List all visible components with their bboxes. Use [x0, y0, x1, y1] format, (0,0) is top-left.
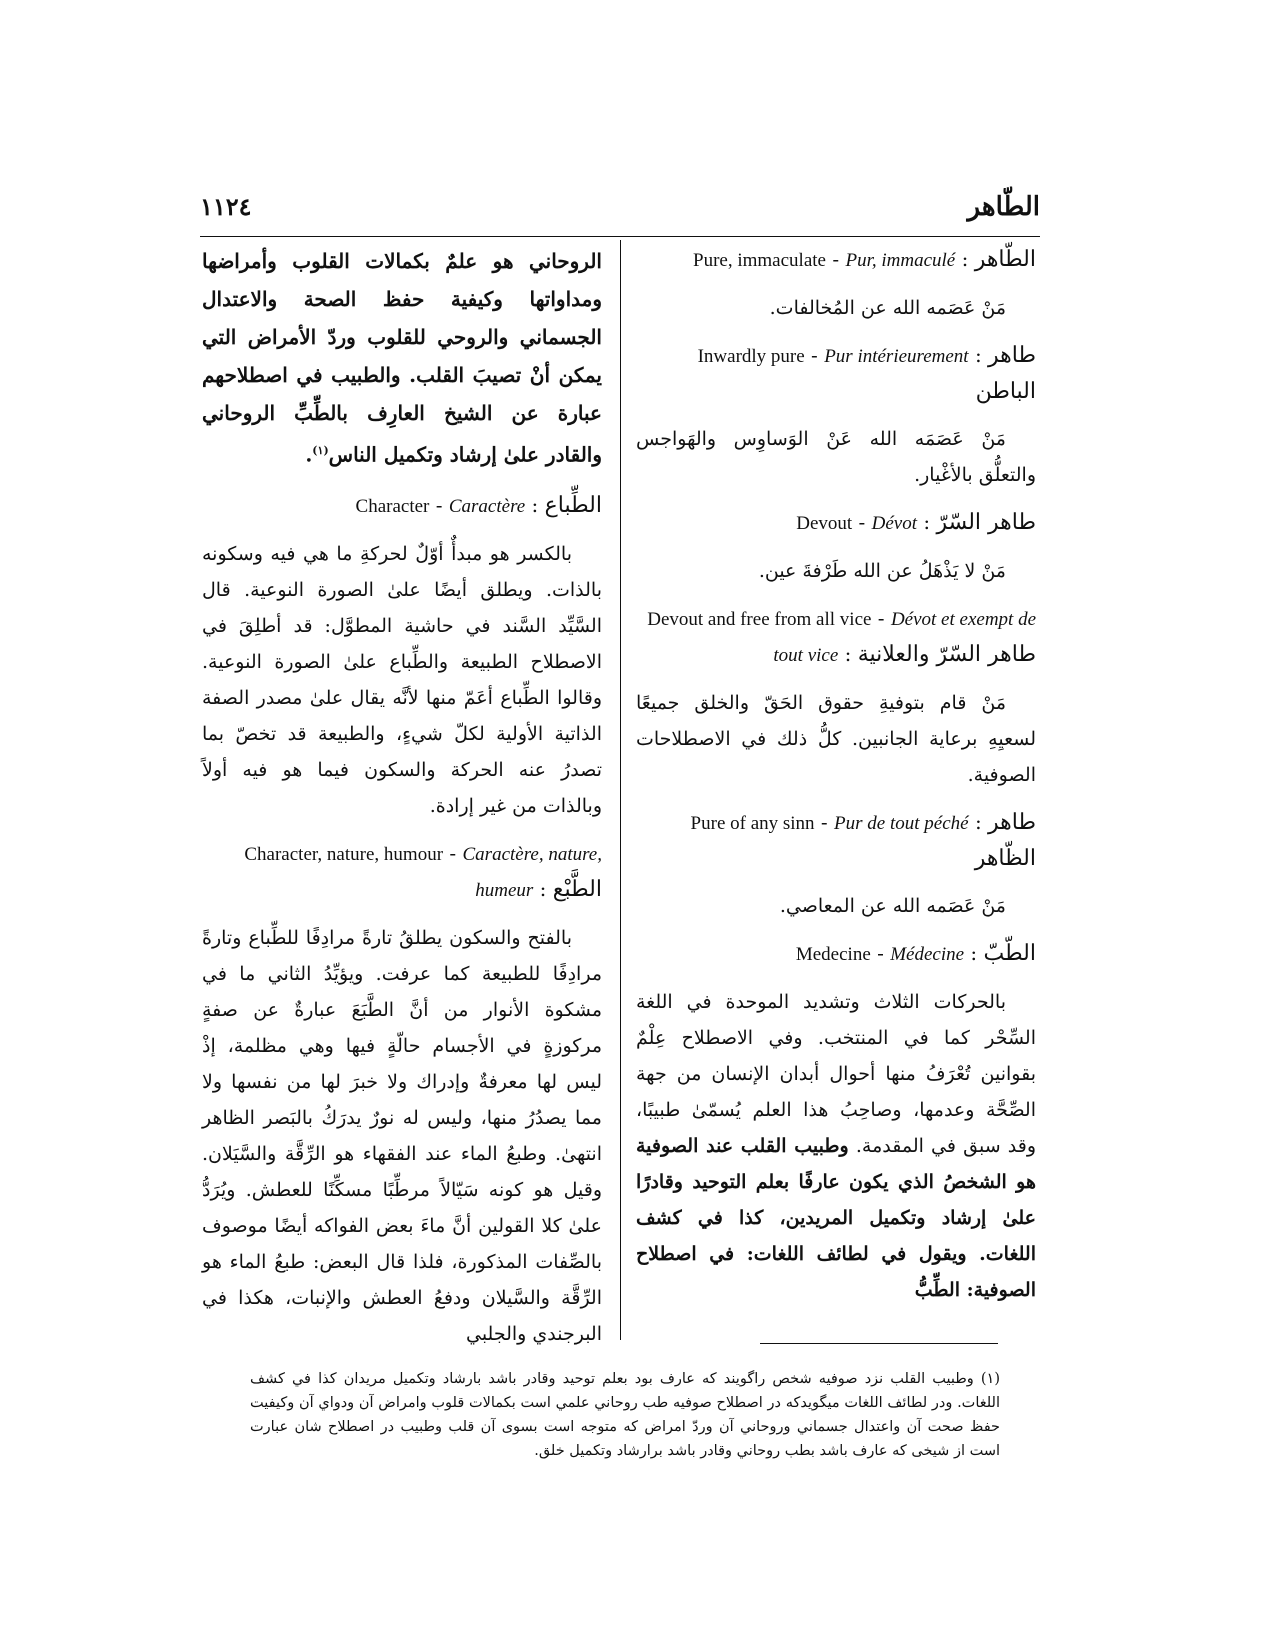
entry-definition: بالفتح والسكون يطلقُ تارةً مرادِفًا للطِّباع وتارةً مرادِفًا للطبيعة كما عرفت. ويؤيِّدُ الثاني ما في مشكوة الأنوار من أنَّ الطَّبَعَ عبارةٌ عن صفةٍ مركوزةٍ في الأجسام حالّةٍ فيها وهي مظلمة، إذْ ليس لها معرفةٌ وإدراك ولا خبرَ لها من نفسها ولا مما يصدُرُ منها، وليس له نورٌ يدرَكُ بالبَصر الظاهر انتهىٰ. وطبعُ الماء عند الفقهاء هو الرِّقَّة والسَّيَلان. وقيل هو كونه سَيّالاً مرطِّبًا مسكِّنًا للعطش. ويُرَدُّ علىٰ كلا القولين أنَّ ماءَ بعض الفواكه أيضًا موصوف بالصِّفات المذكورة، فلذا قال البعض: طبعُ الماء هو الرِّقَّة والسَّيلان ودفعُ العطش والإنبات، هكذا في البرجندي والجلبي [202, 926, 602, 1345]
entry-french: Dévot et exempt de tout vice [773, 609, 1036, 666]
entry-headword: Character, nature, humour - Caractère, nature, humeur : الطَّبْع [244, 840, 602, 902]
entry-french: Caractère [448, 495, 526, 517]
left-column [202, 242, 602, 1364]
entry-french: Dévot [871, 513, 918, 534]
header-rule [200, 236, 1040, 237]
running-head-word: الطّاهر [967, 192, 1040, 222]
entry-arabic: الطّاهر [974, 247, 1036, 272]
footnote-marker: (١) [312, 444, 329, 457]
entry-french: Pur de tout péché [834, 813, 969, 834]
footnote-rule [760, 1343, 998, 1344]
entry-definition: مَنْ قام بتوفيةِ حقوق الحَقّ والخلق جميعًا لسعيِهِ برعاية الجانبين. كلُّ ذلك في الاصطلاحات الصوفية. [636, 692, 1036, 786]
entry-definition: مَنْ عَصَمَه الله عَنْ الوَساوِس والهَواجس والتعلُّق بالأغْيار. [636, 428, 1036, 486]
entry-arabic: الطِّباع [544, 492, 602, 518]
entry-headword: Inwardly pure - Pur intérieurement : طاهر الباطن [697, 343, 1036, 404]
entry-arabic: طاهر الظّاهر [974, 810, 1036, 871]
entry-french: Médecine [890, 944, 965, 965]
continued-text: الروحاني هو علمٌ بكمالات القلوب وأمراضها ومداواتها وكيفية حفظ الصحة والاعتدال الجسماني والروحي للقلوب وردّ الأمراض التي يمكن أنْ تصيبَ القلب. والطبيب في اصطلاحهم عبارة عن الشيخ العارِف بالطِّبِّ الروحاني والقادر علىٰ إرشاد وتكميل الناس [202, 249, 602, 467]
entry-english: Devout and free from all vice [647, 609, 872, 630]
column-divider [620, 240, 621, 1340]
entry-arabic: طاهر السّرّ [936, 510, 1036, 535]
running-head [200, 192, 1040, 232]
entry-definition: مَنْ عَصَمه الله عن المعاصي. [779, 895, 1006, 917]
entry-english: Devout [796, 513, 853, 534]
entry-headword: Devout - Dévot : طاهر السّرّ [796, 510, 1036, 535]
entry-english: Inwardly pure [697, 346, 805, 367]
entry-headword: Character - Caractère : الطِّباع [355, 492, 602, 518]
entry-headword: Pure, immaculate - Pur, immaculé : الطّاهر [693, 247, 1036, 272]
entry-headword: Devout and free from all vice - Dévot et exempt de tout vice : طاهر السّرّ والعلانية [647, 606, 1036, 667]
entry-french: Pur intérieurement [824, 346, 969, 367]
entry-english: Medecine [795, 944, 871, 965]
entry-arabic: طاهر السّرّ والعلانية [857, 642, 1036, 667]
entry-definition: مَنْ عَصَمه الله عن المُخالفات. [769, 297, 1006, 319]
entry-arabic: الطَّبْع [552, 876, 602, 902]
footnote: (١) وطبيب القلب نزد صوفيه شخص راگويند كه عارف بود بعلم توحيد وقادر باشد بارشاد وتكميل مريدان كذا في كشف اللغات. ودر لطائف اللغات ميگويدكه در اصطلاح صوفيه طب روحاني علمي است بكمالات قلوب وامراض آن ودواي آن وكيفيت حفظ صحت آن واعتدال جسماني وروحاني آن وردّ امراض كه متوجه است بسوى آن قلب وطبيب در اصطلاح شان عبارت است از شيخى كه عارف باشد بطب روحاني وقادر باشد برارشاد وتكميل خلق. [250, 1370, 1000, 1459]
entry-definition [636, 984, 1036, 1308]
definition-bold-text: وطبيب القلب عند الصوفية هو الشخصُ الذي يكون عارفًا بعلم التوحيد وقادرًا علىٰ إرشاد وتكميل المريدين، كذا في كشف اللغات. ويقول في لطائف اللغات: في اصطلاح الصوفية: الطِّبُّ [636, 1135, 1036, 1301]
entry-arabic: الطّبّ [983, 941, 1036, 966]
page-number: ١١٢٤ [200, 192, 252, 221]
entry-arabic: طاهر الباطن [975, 343, 1036, 404]
entry-headword: Pure of any sinn - Pur de tout péché : طاهر الظّاهر [690, 810, 1036, 871]
entry-french: Pur, immaculé [845, 250, 956, 271]
entry-english: Pure of any sinn [690, 813, 815, 834]
entry-english: Pure, immaculate [693, 250, 826, 271]
entry-french: Caractère, nature, humeur [462, 843, 602, 901]
entry-definition: مَنْ لا يَذْهَلُ عن الله طَرْفةَ عين. [758, 560, 1006, 582]
right-column [636, 242, 1036, 1320]
entry-headword: Medecine - Médecine : الطّبّ [795, 941, 1036, 966]
definition-text: بالحركات الثلاث وتشديد الموحدة في اللغة السِّحْر كما في المنتخب. وفي الاصطلاح عِلْمٌ بقوانين تُعْرَفُ منها أحوال أبدان الإنسان من جهة الصِّحَّة وعدمها، وصاحِبُ هذا العلم يُسمّىٰ طبيبًا، وقد سبق في المقدمة. [636, 991, 1037, 1157]
entry-english: Character [355, 495, 430, 517]
entry-english: Character, nature, humour [244, 843, 444, 865]
entry-definition: بالكسر هو مبدأٌ أوّلٌ لحركةِ ما هي فيه وسكونه بالذات. ويطلق أيضًا علىٰ الصورة النوعية. قال السَّيِّد السَّند في حاشية المطوَّل: قد أطلِقَ في الاصطلاح الطبيعة والطِّباع علىٰ الصورة النوعية. وقالوا الطِّباع أعَمّ منها لأنَّه يقال علىٰ مصدر الصفة الذاتية الأولية لكلّ شيءٍ، والطبيعة قد تخصّ بما تصدرُ عنه الحركة والسكون فيما هو فيه أولاً وبالذات من غير إرادة. [202, 542, 602, 817]
continued-definition: الروحاني هو علمٌ بكمالات القلوب وأمراضها ومداواتها وكيفية حفظ الصحة والاعتدال الجسماني والروحي للقلوب وردّ الأمراض التي يمكن أنْ تصيبَ القلب. والطبيب في اصطلاحهم عبارة عن الشيخ العارِف بالطِّبِّ الروحاني والقادر علىٰ إرشاد وتكميل الناس$^{(١)}$. [202, 249, 602, 467]
